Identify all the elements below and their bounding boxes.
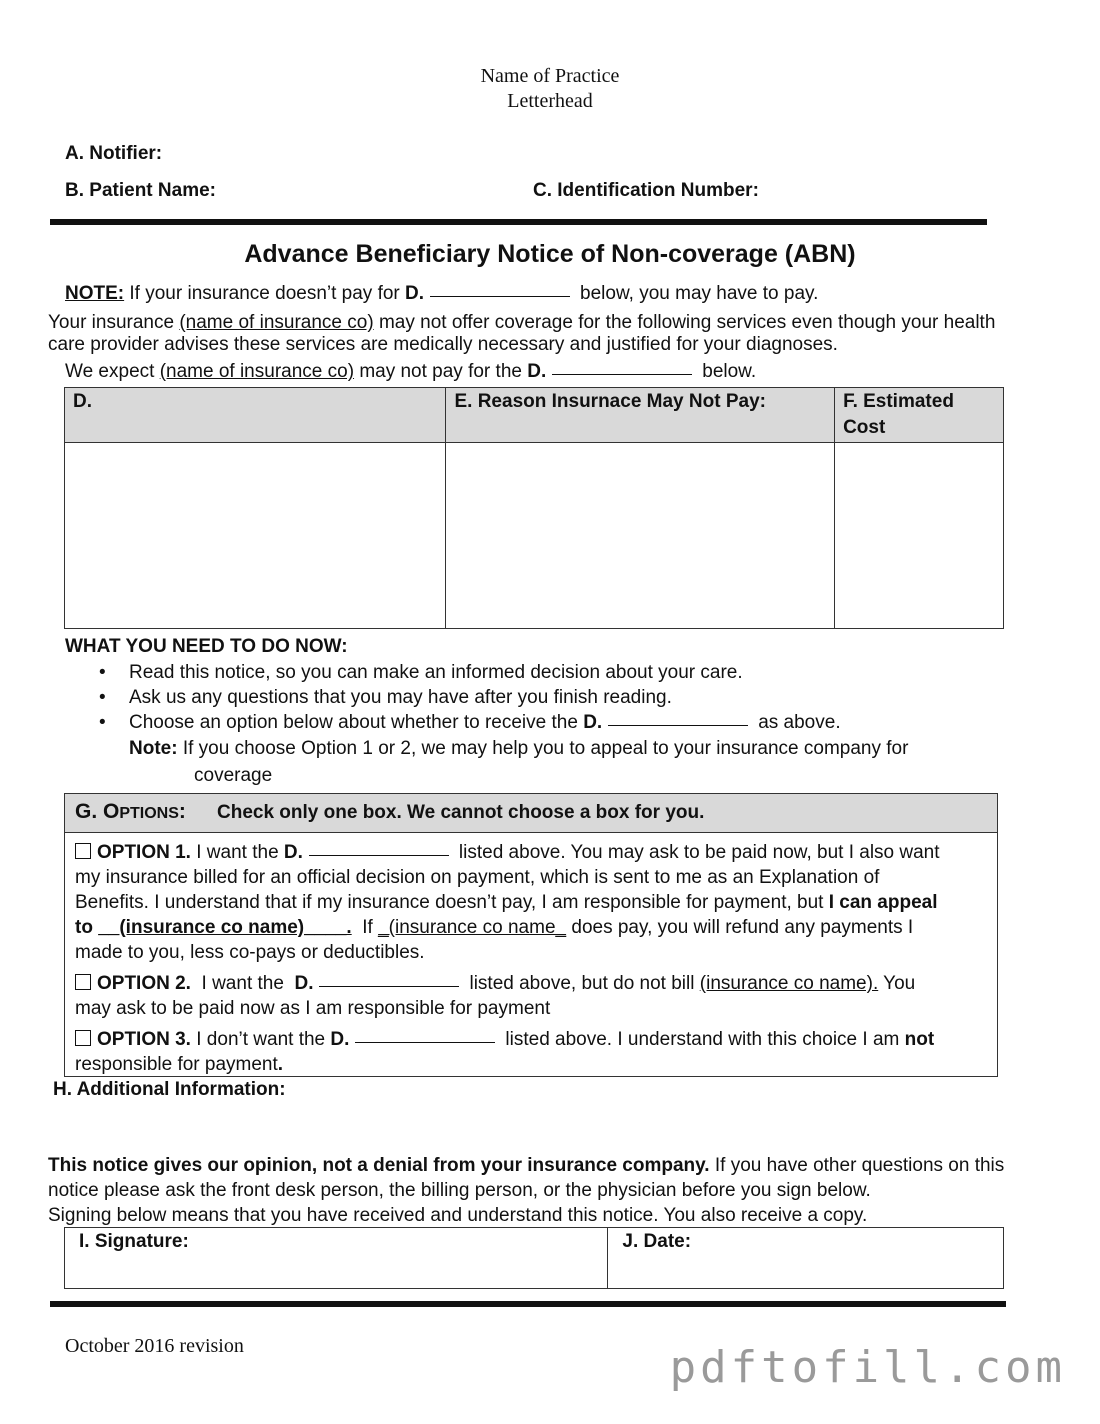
option-1-insurance-placeholder[interactable]: __(insurance co name)____. [98,917,352,938]
option-1-label: OPTION 1. [97,842,191,863]
option-1-text: listed above. You may ask to be paid now, but I also want [458,842,940,863]
options-heading [75,799,186,827]
appeal-note [129,736,908,761]
letterhead-label: Letterhead [507,90,593,112]
option-3-text: listed above. I understand with this choice I am [505,1029,900,1050]
expect-insurance-placeholder[interactable]: (name of insurance co) [159,361,355,382]
revision-note: October 2016 revision [65,1335,244,1357]
list-item: • Ask us any questions that you may have after you finish reading. [65,685,841,710]
option-2-checkbox[interactable] [75,974,91,990]
appeal-note-cont: coverage [194,765,273,786]
disclaimer-line1: If you have other questions on this [714,1155,1005,1176]
options-header [65,794,997,833]
option-2-line2: may ask to be paid now as I am responsible for payment [75,998,551,1019]
options-heading-colon: : [178,800,186,823]
signature-field[interactable]: I. Signature: [65,1228,608,1289]
patient-name-field[interactable]: B. Patient Name: [65,180,216,201]
choose-d-blank[interactable] [608,724,748,726]
what-to-do-list [65,660,841,735]
item-d-cell[interactable] [65,443,446,629]
option-1-line2: my insurance billed for an official decision on payment, which is sent to me as an Explanation of [75,867,880,888]
additional-information-field[interactable]: H. Additional Information: [53,1079,286,1100]
note-label: NOTE: [65,283,125,304]
top-divider [50,219,987,225]
items-table [64,387,1004,629]
expect-d-blank[interactable] [552,373,692,375]
disclaimer-line2: notice please ask the front desk person, the billing person, or the physician before you sign below. [48,1180,871,1201]
option-3-d-ref: D. [330,1029,350,1050]
option-1-line5: made to you, less co-pays or deductibles. [75,942,425,963]
insurance-lead: Your insurance [48,312,175,333]
options-body [75,840,990,1077]
options-box [64,793,998,1077]
appeal-note-label: Note: [129,738,178,759]
insurance-line1: may not offer coverage for the following services even though your health [378,312,996,333]
list-item [65,710,841,735]
option-1-insurance-placeholder-2[interactable]: _(insurance co name_ [378,917,567,938]
option-3-d-blank[interactable] [355,1041,495,1043]
insurance-paragraph [48,310,995,357]
watermark: pdftofill.com [669,1342,1066,1393]
option-1 [75,840,990,865]
option-2 [75,971,990,996]
option-1-appeal: I can appeal [828,892,938,913]
identification-number-field[interactable]: C. Identification Number: [533,180,759,201]
note-after: below, you may have to pay. [580,283,819,304]
option-1-d-ref: D. [283,842,303,863]
page-title: Advance Beneficiary Notice of Non-coverage (ABN) [244,240,856,268]
option-3-period: . [277,1054,284,1075]
note-text: If your insurance doesn’t pay for [129,283,400,304]
what-to-do-heading: WHAT YOU NEED TO DO NOW: [65,636,348,657]
option-1-want: I want the [196,842,279,863]
item-cost-cell[interactable] [835,443,1004,629]
expect-line [65,359,756,384]
note-d-ref: D. [405,283,425,304]
option-1-if: If [362,917,373,938]
insurance-line2: care provider advises these services are medically necessary and justified for your diagnoses. [48,334,838,355]
appeal-note-text: If you choose Option 1 or 2, we may help you to appeal to your insurance company for [182,738,909,759]
disclaimer-line3: Signing below means that you have received and understand this notice. You also receive a copy. [48,1205,868,1226]
note-line [65,281,818,306]
option-2-insurance-placeholder[interactable]: (insurance co name). [699,973,879,994]
option-2-you: You [883,973,916,994]
choose-before: Choose an option below about whether to receive the [129,712,578,733]
option-3-not: not [904,1029,935,1050]
option-2-label: OPTION 2. [97,973,191,994]
table-row [65,1228,1004,1289]
options-heading-g: G. O [75,800,120,823]
options-heading-small-caps: PTIONS [119,805,179,822]
note-d-blank[interactable] [430,295,570,297]
expect-mid: may not pay for the [359,361,522,382]
expect-after: below. [702,361,757,382]
option-1-line4-text: does pay, you will refund any payments I [571,917,914,938]
option-3 [75,1027,990,1052]
insurance-name-placeholder[interactable]: (name of insurance co) [179,312,374,333]
expect-d-ref: D. [527,361,547,382]
option-2-text: listed above, but do not bill [469,973,695,994]
option-3-checkbox[interactable] [75,1030,91,1046]
header-d: D. [65,388,446,443]
disclaimer-bold: This notice gives our opinion, not a denial from your insurance company. [48,1155,710,1176]
choose-after: as above. [758,712,841,733]
list-item: • Read this notice, so you can make an informed decision about your care. [65,660,841,685]
practice-name: Name of Practice [480,65,620,87]
date-field[interactable]: J. Date: [608,1228,1004,1289]
option-2-want: I want the [201,973,284,994]
option-2-d-ref: D. [294,973,314,994]
bottom-divider [50,1301,1006,1307]
item-reason-cell[interactable] [446,443,835,629]
header-estimated-cost: F. Estimated Cost [835,388,1004,443]
option-1-line4 [75,915,990,940]
items-table-header [65,388,1004,443]
table-row [65,443,1004,629]
option-3-line2 [75,1052,990,1077]
option-2-d-blank[interactable] [319,985,459,987]
signature-table [64,1227,1004,1289]
option-1-d-blank[interactable] [309,854,449,856]
option-1-to: to [75,917,93,938]
expect-lead: We expect [65,361,155,382]
header-reason: E. Reason Insurnace May Not Pay: [446,388,835,443]
choose-d-ref: D. [583,712,603,733]
option-3-want: I don’t want the [196,1029,326,1050]
options-instruction: Check only one box. We cannot choose a box for you. [217,802,705,823]
option-1-checkbox[interactable] [75,843,91,859]
disclaimer [48,1153,1004,1228]
option-1-line3-text: Benefits. I understand that if my insurance doesn’t pay, I am responsible for payment, but [75,892,824,913]
option-3-line2-text: responsible for payment [75,1054,278,1075]
letterhead [0,64,1100,114]
notifier-field[interactable]: A. Notifier: [65,143,163,164]
option-1-line3 [75,890,990,915]
option-3-label: OPTION 3. [97,1029,191,1050]
